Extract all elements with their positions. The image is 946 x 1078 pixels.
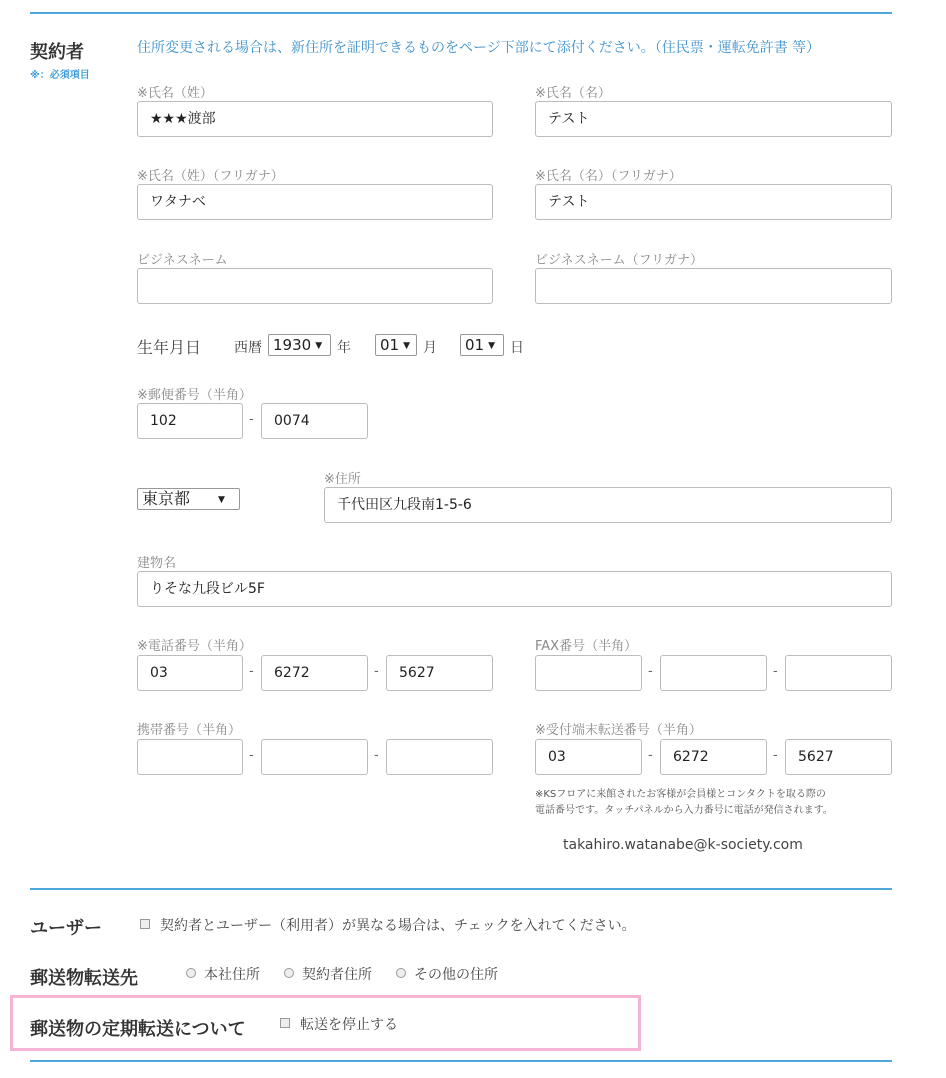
required-note: ※：必須項目: [30, 70, 90, 81]
mobile-1-input[interactable]: [137, 739, 243, 775]
mail-forward-options: [186, 964, 522, 984]
mobile-3-input[interactable]: [386, 739, 493, 775]
user-checkbox-label: 契約者とユーザー（利用者）が異なる場合は、チェックを入れてください。: [160, 918, 636, 934]
radio-other-address[interactable]: [396, 964, 498, 984]
radio-head-office[interactable]: [186, 964, 260, 984]
top-divider: [30, 12, 892, 14]
user-title: ユーザー: [30, 918, 102, 939]
mobile-dash-2: -: [374, 748, 379, 763]
fax-1-input[interactable]: [535, 655, 642, 691]
radio-circle[interactable]: [396, 968, 406, 978]
mobile-label: 携帯番号（半角）: [137, 723, 242, 738]
month-unit: 月: [423, 340, 437, 356]
postal-code-1-input[interactable]: 102: [137, 403, 243, 439]
phone-1-input[interactable]: 03: [137, 655, 243, 691]
radio-circle[interactable]: [284, 968, 294, 978]
divider-user: [30, 888, 892, 890]
building-input[interactable]: りそな九段ビル5F: [137, 571, 892, 607]
chevron-down-icon: ▼: [315, 341, 323, 351]
radio-contractor-address[interactable]: [284, 964, 372, 984]
stop-forward-checkbox[interactable]: [280, 1018, 290, 1028]
business-name-label: ビジネスネーム: [137, 253, 228, 268]
phone-label: ※電話番号（半角）: [137, 639, 252, 654]
mobile-dash-1: -: [249, 748, 254, 763]
chevron-down-icon: ▼: [403, 341, 411, 351]
birthdate-label: 生年月日: [137, 338, 202, 357]
phone-dash-1: -: [249, 664, 254, 679]
last-name-input[interactable]: ★★★渡部: [137, 101, 493, 137]
fax-label: FAX番号（半角）: [535, 639, 638, 654]
first-name-input[interactable]: テスト: [535, 101, 892, 137]
address-label: ※住所: [324, 472, 361, 487]
reception-2-input[interactable]: 6272: [660, 739, 767, 775]
postal-dash: -: [249, 412, 254, 427]
reception-3-input[interactable]: 5627: [785, 739, 892, 775]
radio-label: 契約者住所: [302, 967, 372, 983]
era-label: 西暦: [234, 340, 262, 356]
business-name-kana-input[interactable]: [535, 268, 892, 304]
fax-dash-1: -: [648, 664, 653, 679]
postal-code-2-input[interactable]: 0074: [261, 403, 368, 439]
birth-day-select[interactable]: [460, 334, 504, 356]
fax-3-input[interactable]: [785, 655, 892, 691]
business-name-kana-label: ビジネスネーム（フリガナ）: [535, 253, 703, 268]
reception-dash-2: -: [773, 748, 778, 763]
radio-label: その他の住所: [414, 967, 498, 983]
reception-note-line-1: ※KSフロアに来館されたお客様が会員様とコンタクトを取る際の: [535, 789, 826, 800]
stop-forward-checkbox-row[interactable]: [280, 1014, 398, 1034]
birth-month-value: 01: [380, 336, 400, 354]
bottom-divider: [30, 1060, 892, 1062]
prefecture-select[interactable]: [137, 488, 240, 510]
user-checkbox-row[interactable]: [140, 915, 636, 935]
phone-3-input[interactable]: 5627: [386, 655, 493, 691]
prefecture-value: 東京都: [142, 489, 191, 508]
birth-year-select[interactable]: [268, 334, 331, 356]
last-name-kana-label: ※氏名（姓）（フリガナ）: [137, 169, 284, 184]
reception-note-line-2: 電話番号です。タッチパネルから入力番号に電話が発信されます。: [535, 805, 833, 816]
postal-label: ※郵便番号（半角）: [137, 388, 252, 403]
last-name-label: ※氏名（姓）: [137, 86, 213, 101]
radio-label: 本社住所: [204, 967, 260, 983]
chevron-down-icon: ▼: [218, 495, 225, 505]
year-unit: 年: [337, 340, 351, 356]
contractor-title: 契約者: [30, 42, 84, 63]
building-label: 建物名: [137, 556, 177, 571]
user-checkbox[interactable]: [140, 919, 150, 929]
mail-forward-title: 郵送物転送先: [30, 968, 138, 989]
fax-2-input[interactable]: [660, 655, 767, 691]
periodic-forward-title: 郵送物の定期転送について: [30, 1019, 246, 1040]
radio-circle[interactable]: [186, 968, 196, 978]
chevron-down-icon: ▼: [488, 341, 496, 351]
business-name-input[interactable]: [137, 268, 493, 304]
address-input[interactable]: 千代田区九段南1-5-6: [324, 487, 892, 523]
reception-label: ※受付端末転送番号（半角）: [535, 723, 702, 738]
address-change-notice: 住所変更される場合は、新住所を証明できるものをページ下部にて添付ください。（住民票・運転免許書 等）: [137, 40, 821, 56]
last-name-kana-input[interactable]: ワタナベ: [137, 184, 493, 220]
phone-2-input[interactable]: 6272: [261, 655, 368, 691]
birth-month-select[interactable]: [375, 334, 417, 356]
birth-year-value: 1930: [273, 336, 312, 354]
stop-forward-label: 転送を停止する: [300, 1017, 398, 1033]
first-name-kana-label: ※氏名（名）（フリガナ）: [535, 169, 682, 184]
birth-day-value: 01: [465, 336, 485, 354]
reception-note: [535, 787, 875, 819]
reception-dash-1: -: [648, 748, 653, 763]
phone-dash-2: -: [374, 664, 379, 679]
fax-dash-2: -: [773, 664, 778, 679]
day-unit: 日: [510, 340, 524, 356]
first-name-label: ※氏名（名）: [535, 86, 611, 101]
mobile-2-input[interactable]: [261, 739, 368, 775]
first-name-kana-input[interactable]: テスト: [535, 184, 892, 220]
email-text: takahiro.watanabe@k-society.com: [563, 837, 803, 853]
reception-1-input[interactable]: 03: [535, 739, 642, 775]
